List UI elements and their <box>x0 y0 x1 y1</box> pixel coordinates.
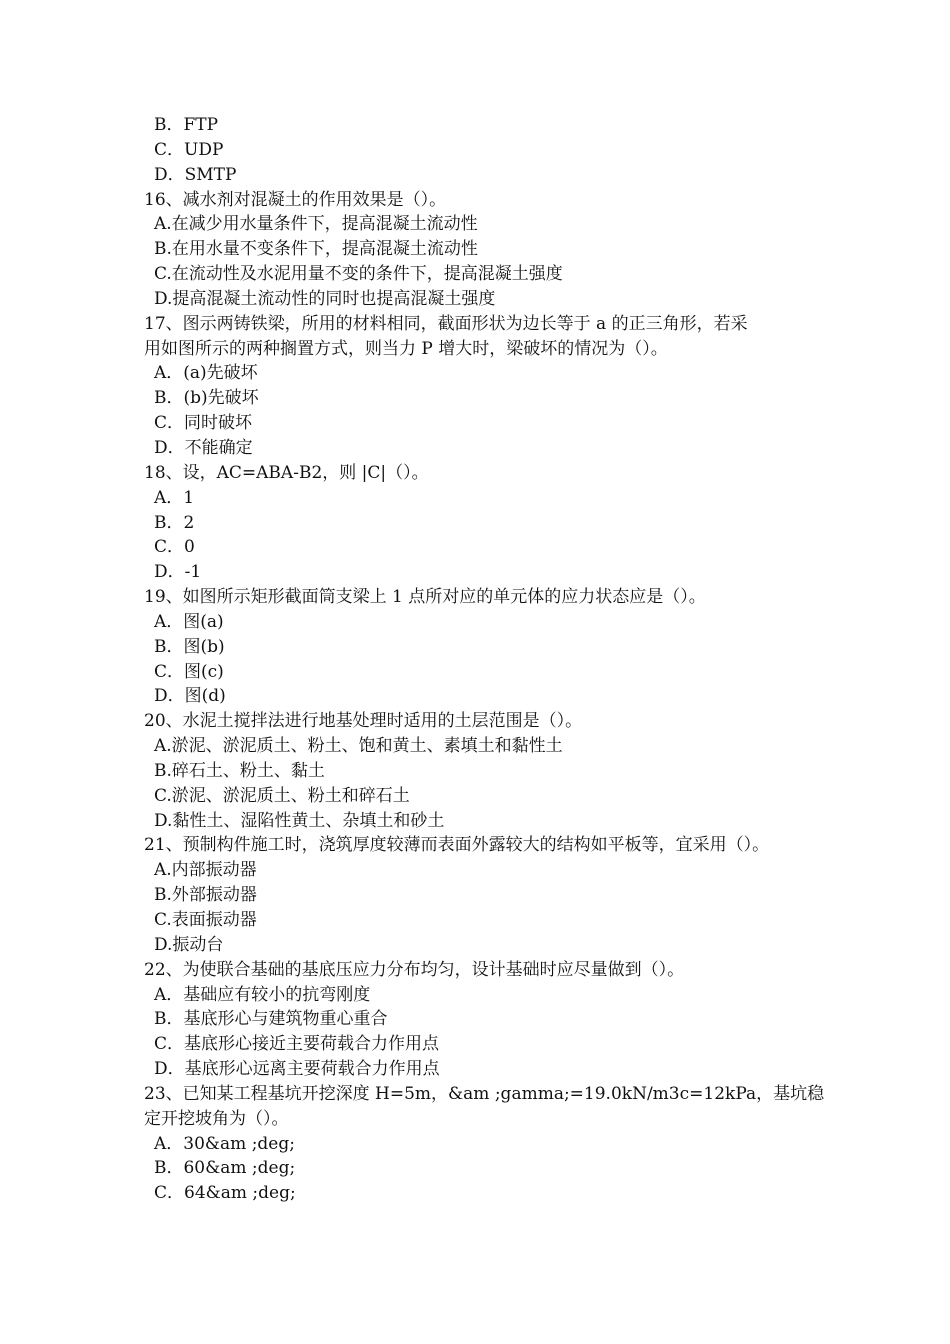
answer-option: A.在减少用水量条件下，提高混凝土流动性 <box>154 214 478 235</box>
question-text: 定开挖坡角为（）。 <box>144 1108 289 1129</box>
question-text: 18、设，AC=ABA-B2，则 |C|（）。 <box>144 462 429 483</box>
answer-option: C．64&am ;deg; <box>154 1183 296 1204</box>
question-text: 20、水泥土搅拌法进行地基处理时适用的土层范围是（）。 <box>144 711 583 732</box>
answer-option: A．基础应有较小的抗弯刚度 <box>154 984 371 1005</box>
answer-option: C．UDP <box>154 139 224 160</box>
answer-option: A．30&am ;deg; <box>154 1133 295 1154</box>
question-text: 用如图所示的两种搁置方式，则当力 P 增大时，梁破坏的情况为（）。 <box>144 338 668 359</box>
answer-option: D．-1 <box>154 562 202 583</box>
answer-option: B.碎石土、粉土、黏土 <box>154 760 325 781</box>
answer-option: C.淤泥、淤泥质土、粉土和碎石土 <box>154 785 410 806</box>
answer-option: C.在流动性及水泥用量不变的条件下，提高混凝土强度 <box>154 264 563 285</box>
answer-option: C．图(c) <box>154 661 224 682</box>
answer-option: D．图(d) <box>154 686 226 707</box>
question-text: 19、如图所示矩形截面筒支梁上 1 点所对应的单元体的应力状态应是（）。 <box>144 587 706 608</box>
answer-option: D．基底形心远离主要荷载合力作用点 <box>154 1059 440 1080</box>
answer-option: B．60&am ;deg; <box>154 1158 296 1179</box>
question-text: 23、已知某工程基坑开挖深度 H=5m，&am ;gamma;=19.0kN/m3c=12kPa，基坑稳 <box>144 1083 825 1104</box>
question-text: 21、预制构件施工时，浇筑厚度较薄而表面外露较大的结构如平板等，宜采用（）。 <box>144 835 770 856</box>
answer-option: B．图(b) <box>154 636 225 657</box>
answer-option: B．FTP <box>154 115 219 135</box>
answer-option: D．SMTP <box>154 164 237 185</box>
answer-option: A．(a)先破坏 <box>154 363 258 384</box>
answer-option: A．1 <box>154 487 195 508</box>
question-text: 17、图示两铸铁梁，所用的材料相同，截面形状为边长等于 a 的正三角形，若采 <box>144 313 748 334</box>
answer-option: D.振动台 <box>154 934 224 955</box>
answer-option: A.内部振动器 <box>154 860 257 881</box>
answer-option: D.黏性土、湿陷性黄土、杂填土和砂土 <box>154 810 445 831</box>
answer-option: C．0 <box>154 537 195 558</box>
answer-option: A．图(a) <box>154 611 224 632</box>
answer-option: D.提高混凝土流动性的同时也提高混凝土强度 <box>154 288 496 309</box>
answer-option: C．基底形心接近主要荷载合力作用点 <box>154 1034 440 1055</box>
question-text: 16、减水剂对混凝土的作用效果是（）。 <box>144 189 447 210</box>
answer-option: B．(b)先破坏 <box>154 388 259 409</box>
answer-option: B．基底形心与建筑物重心重合 <box>154 1009 388 1030</box>
answer-option: A.淤泥、淤泥质土、粉土、饱和黄土、素填土和黏性土 <box>154 736 563 757</box>
answer-option: C．同时破坏 <box>154 413 253 434</box>
answer-option: B．2 <box>154 512 195 533</box>
answer-option: D．不能确定 <box>154 437 253 458</box>
answer-option: B.在用水量不变条件下，提高混凝土流动性 <box>154 239 478 260</box>
document-page <box>144 113 825 1206</box>
answer-option: B.外部振动器 <box>154 885 257 906</box>
answer-option: C.表面振动器 <box>154 910 257 930</box>
question-text: 22、为使联合基础的基底压应力分布均匀，设计基础时应尽量做到（）。 <box>144 959 685 980</box>
